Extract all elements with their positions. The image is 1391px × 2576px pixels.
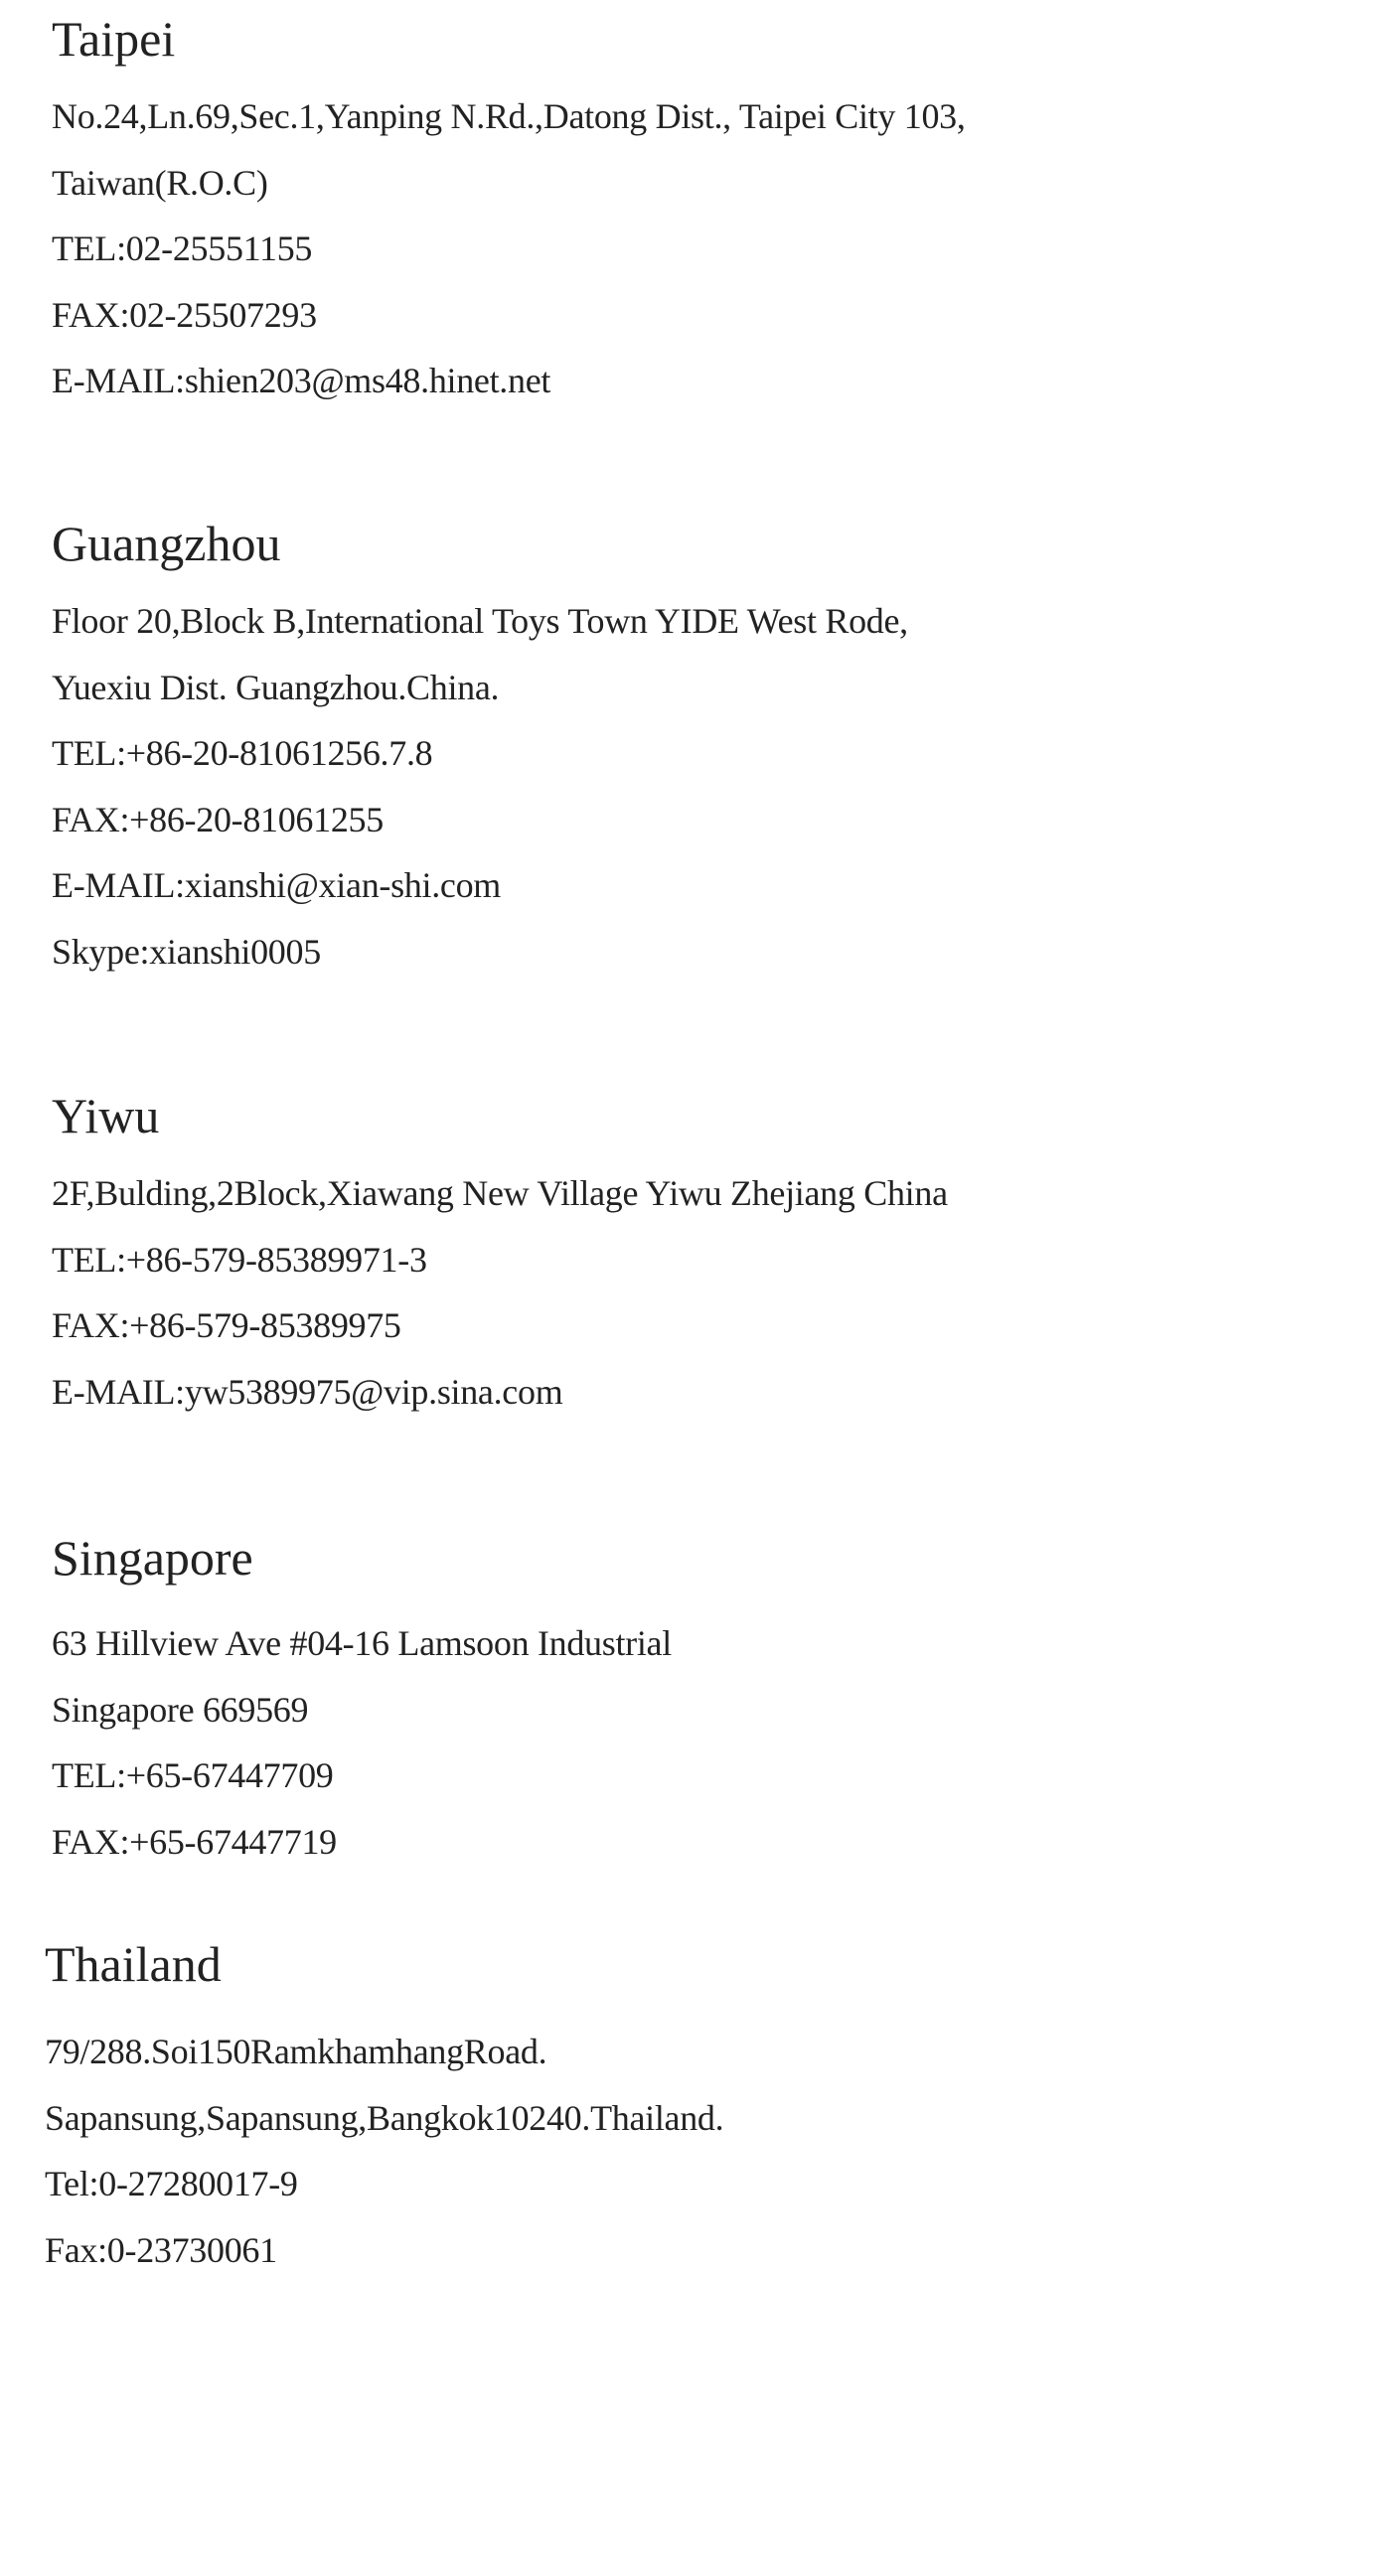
address-line-2: Sapansung,Sapansung,Bangkok10240.Thailand. — [45, 2097, 724, 2138]
office-guangzhou — [52, 516, 1343, 985]
email-line: E-MAIL:yw5389975@vip.sina.com — [52, 1371, 563, 1412]
email-line: E-MAIL:shien203@ms48.hinet.net — [52, 361, 551, 400]
fax-line: FAX:+86-20-81061255 — [52, 799, 384, 839]
office-title: Thailand — [45, 1936, 222, 1992]
address-line-1: 79/288.Soi150RamkhamhangRoad. — [45, 2032, 547, 2071]
fax-line: Fax:0-23730061 — [45, 2229, 277, 2270]
address-line-1: 63 Hillview Ave #04-16 Lamsoon Industrial — [52, 1623, 672, 1663]
office-details — [45, 2019, 1336, 2283]
office-title: Singapore — [52, 1530, 253, 1586]
tel-line: Tel:0-27280017-9 — [45, 2164, 298, 2203]
office-details — [52, 83, 1343, 414]
tel-line: TEL:02-25551155 — [52, 228, 313, 268]
office-details — [52, 1610, 1343, 1875]
office-yiwu — [52, 1088, 1343, 1425]
address-line-1: Floor 20,Block B,International Toys Town YIDE West Rode, — [52, 601, 908, 641]
address-line-1: No.24,Ln.69,Sec.1,Yanping N.Rd.,Datong Dist., Taipei City 103, — [52, 96, 966, 136]
tel-line: TEL:+86-579-85389971-3 — [52, 1239, 427, 1280]
skype-line: Skype:xianshi0005 — [52, 931, 321, 972]
address-line-2: Taiwan(R.O.C) — [52, 162, 268, 203]
office-thailand — [45, 1936, 1336, 2283]
office-title: Yiwu — [52, 1088, 160, 1143]
fax-line: FAX:+65-67447719 — [52, 1821, 337, 1862]
office-title: Taipei — [52, 11, 176, 67]
address-line-2: Yuexiu Dist. Guangzhou.China. — [52, 667, 500, 707]
address-line-2: Singapore 669569 — [52, 1689, 309, 1730]
fax-line: FAX:02-25507293 — [52, 294, 317, 335]
email-line: E-MAIL:xianshi@xian-shi.com — [52, 865, 501, 905]
tel-line: TEL:+65-67447709 — [52, 1755, 334, 1795]
office-taipei — [52, 11, 1343, 414]
address-line-1: 2F,Bulding,2Block,Xiawang New Village Yiwu Zhejiang China — [52, 1173, 948, 1213]
office-singapore — [52, 1530, 1343, 1875]
fax-line: FAX:+86-579-85389975 — [52, 1305, 401, 1345]
tel-line: TEL:+86-20-81061256.7.8 — [52, 733, 433, 773]
office-details — [52, 1160, 1343, 1425]
office-title: Guangzhou — [52, 516, 281, 571]
office-details — [52, 588, 1343, 985]
